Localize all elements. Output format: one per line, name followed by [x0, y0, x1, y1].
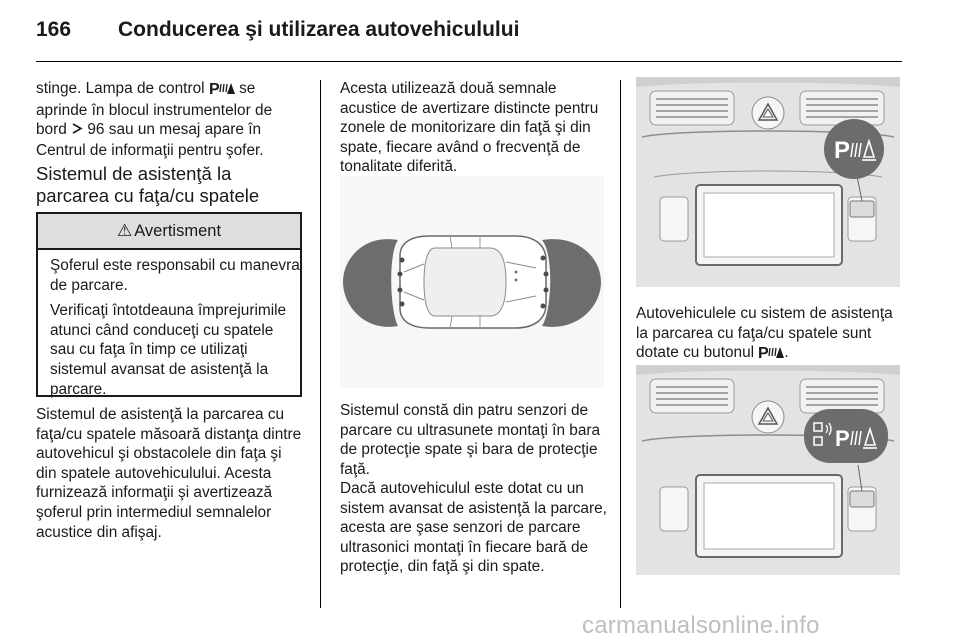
infotainment-screen-2 — [696, 475, 842, 557]
system-description: Sistemul de asistenţă la parcarea cu faţa/cu spatele măsoară distanţa dintre autovehicul şi obstacolele din faţa şi din spatele autovehiculului. Acesta furnizează informaţii şi avertizează şoferul prin intermediul semnalelor acustice din afişaj. — [36, 406, 302, 541]
four-sensors-paragraph: Sistemul constă din patru senzori de parcare cu ultrasunete montaţi în bara de protecţie spate şi bara de protecţie faţă. — [340, 402, 601, 478]
dashboard-figure-2 — [636, 365, 900, 575]
dashboard-figure-1 — [636, 77, 900, 287]
svg-text:P: P — [758, 345, 770, 360]
hazard-button-2 — [752, 401, 784, 433]
intro-paragraph — [36, 79, 306, 160]
warning-box — [36, 212, 302, 397]
six-sensors-paragraph: Dacă autovehiculul este dotat cu un sistem avansat de asistenţă la parcare, acesta are şase senzori de parcare ultrasonici montaţi în fiecare bară de protecţie, din faţă şi din spate. — [340, 480, 607, 576]
reference-arrow-icon — [71, 121, 83, 141]
svg-text:P: P — [208, 81, 220, 95]
intro-text-2: se aprinde în blocul instrumentelor de bord — [36, 80, 273, 139]
warning-icon: ⚠ — [116, 221, 133, 240]
chapter-title: Conducerea şi utilizarea autovehiculului — [118, 18, 520, 41]
page-number: 166 — [36, 18, 72, 41]
column-divider-2 — [620, 80, 621, 608]
acoustic-signals-paragraph: Acesta utilizează două semnale acustice de avertizare distincte pentru zonele de monitorizare din faţă şi din spate, fiecare având o frecvenţă de tonalitate diferită. — [340, 80, 599, 176]
button-caption — [636, 304, 906, 365]
sensor-zones-figure — [340, 176, 604, 388]
section-heading: Sistemul de asistenţă la parcarea cu faţa/cu spatele — [36, 163, 260, 206]
infotainment-screen — [696, 185, 842, 265]
warning-header — [38, 214, 300, 250]
warning-paragraph-1: Şoferul este responsabil cu manevra de parcare. — [50, 257, 300, 294]
warning-title: Avertisment — [134, 222, 222, 240]
warning-body — [38, 250, 300, 399]
header-rule — [36, 61, 902, 62]
button-caption-text: Autovehiculele cu sistem de asistenţa la parcarea cu faţa/cu spatele sunt dotate cu butonul — [636, 305, 893, 362]
hazard-button — [752, 97, 784, 129]
intro-text-1: stinge. Lampa de control — [36, 80, 205, 97]
car-top-view — [400, 236, 546, 328]
button-caption-end: . — [784, 344, 789, 362]
parking-assist-icon — [209, 80, 235, 101]
column-divider-1 — [320, 80, 321, 608]
watermark: carmanualsonline.info — [582, 612, 820, 639]
warning-paragraph-2: Verificaţi întotdeauna împrejurimile atunci când conduceţi cu spatele sau cu faţa în timp ce utilizaţi sistemul avansat de asistenţă la parcare. — [50, 302, 287, 398]
page-header — [36, 18, 902, 62]
intro-reference-text: 96 sau un mesaj apare în Centrul de informaţii pentru şofer. — [36, 121, 264, 159]
svg-text:P: P — [835, 426, 850, 451]
svg-text:P: P — [834, 137, 851, 164]
parking-assist-button-icon — [758, 344, 784, 365]
